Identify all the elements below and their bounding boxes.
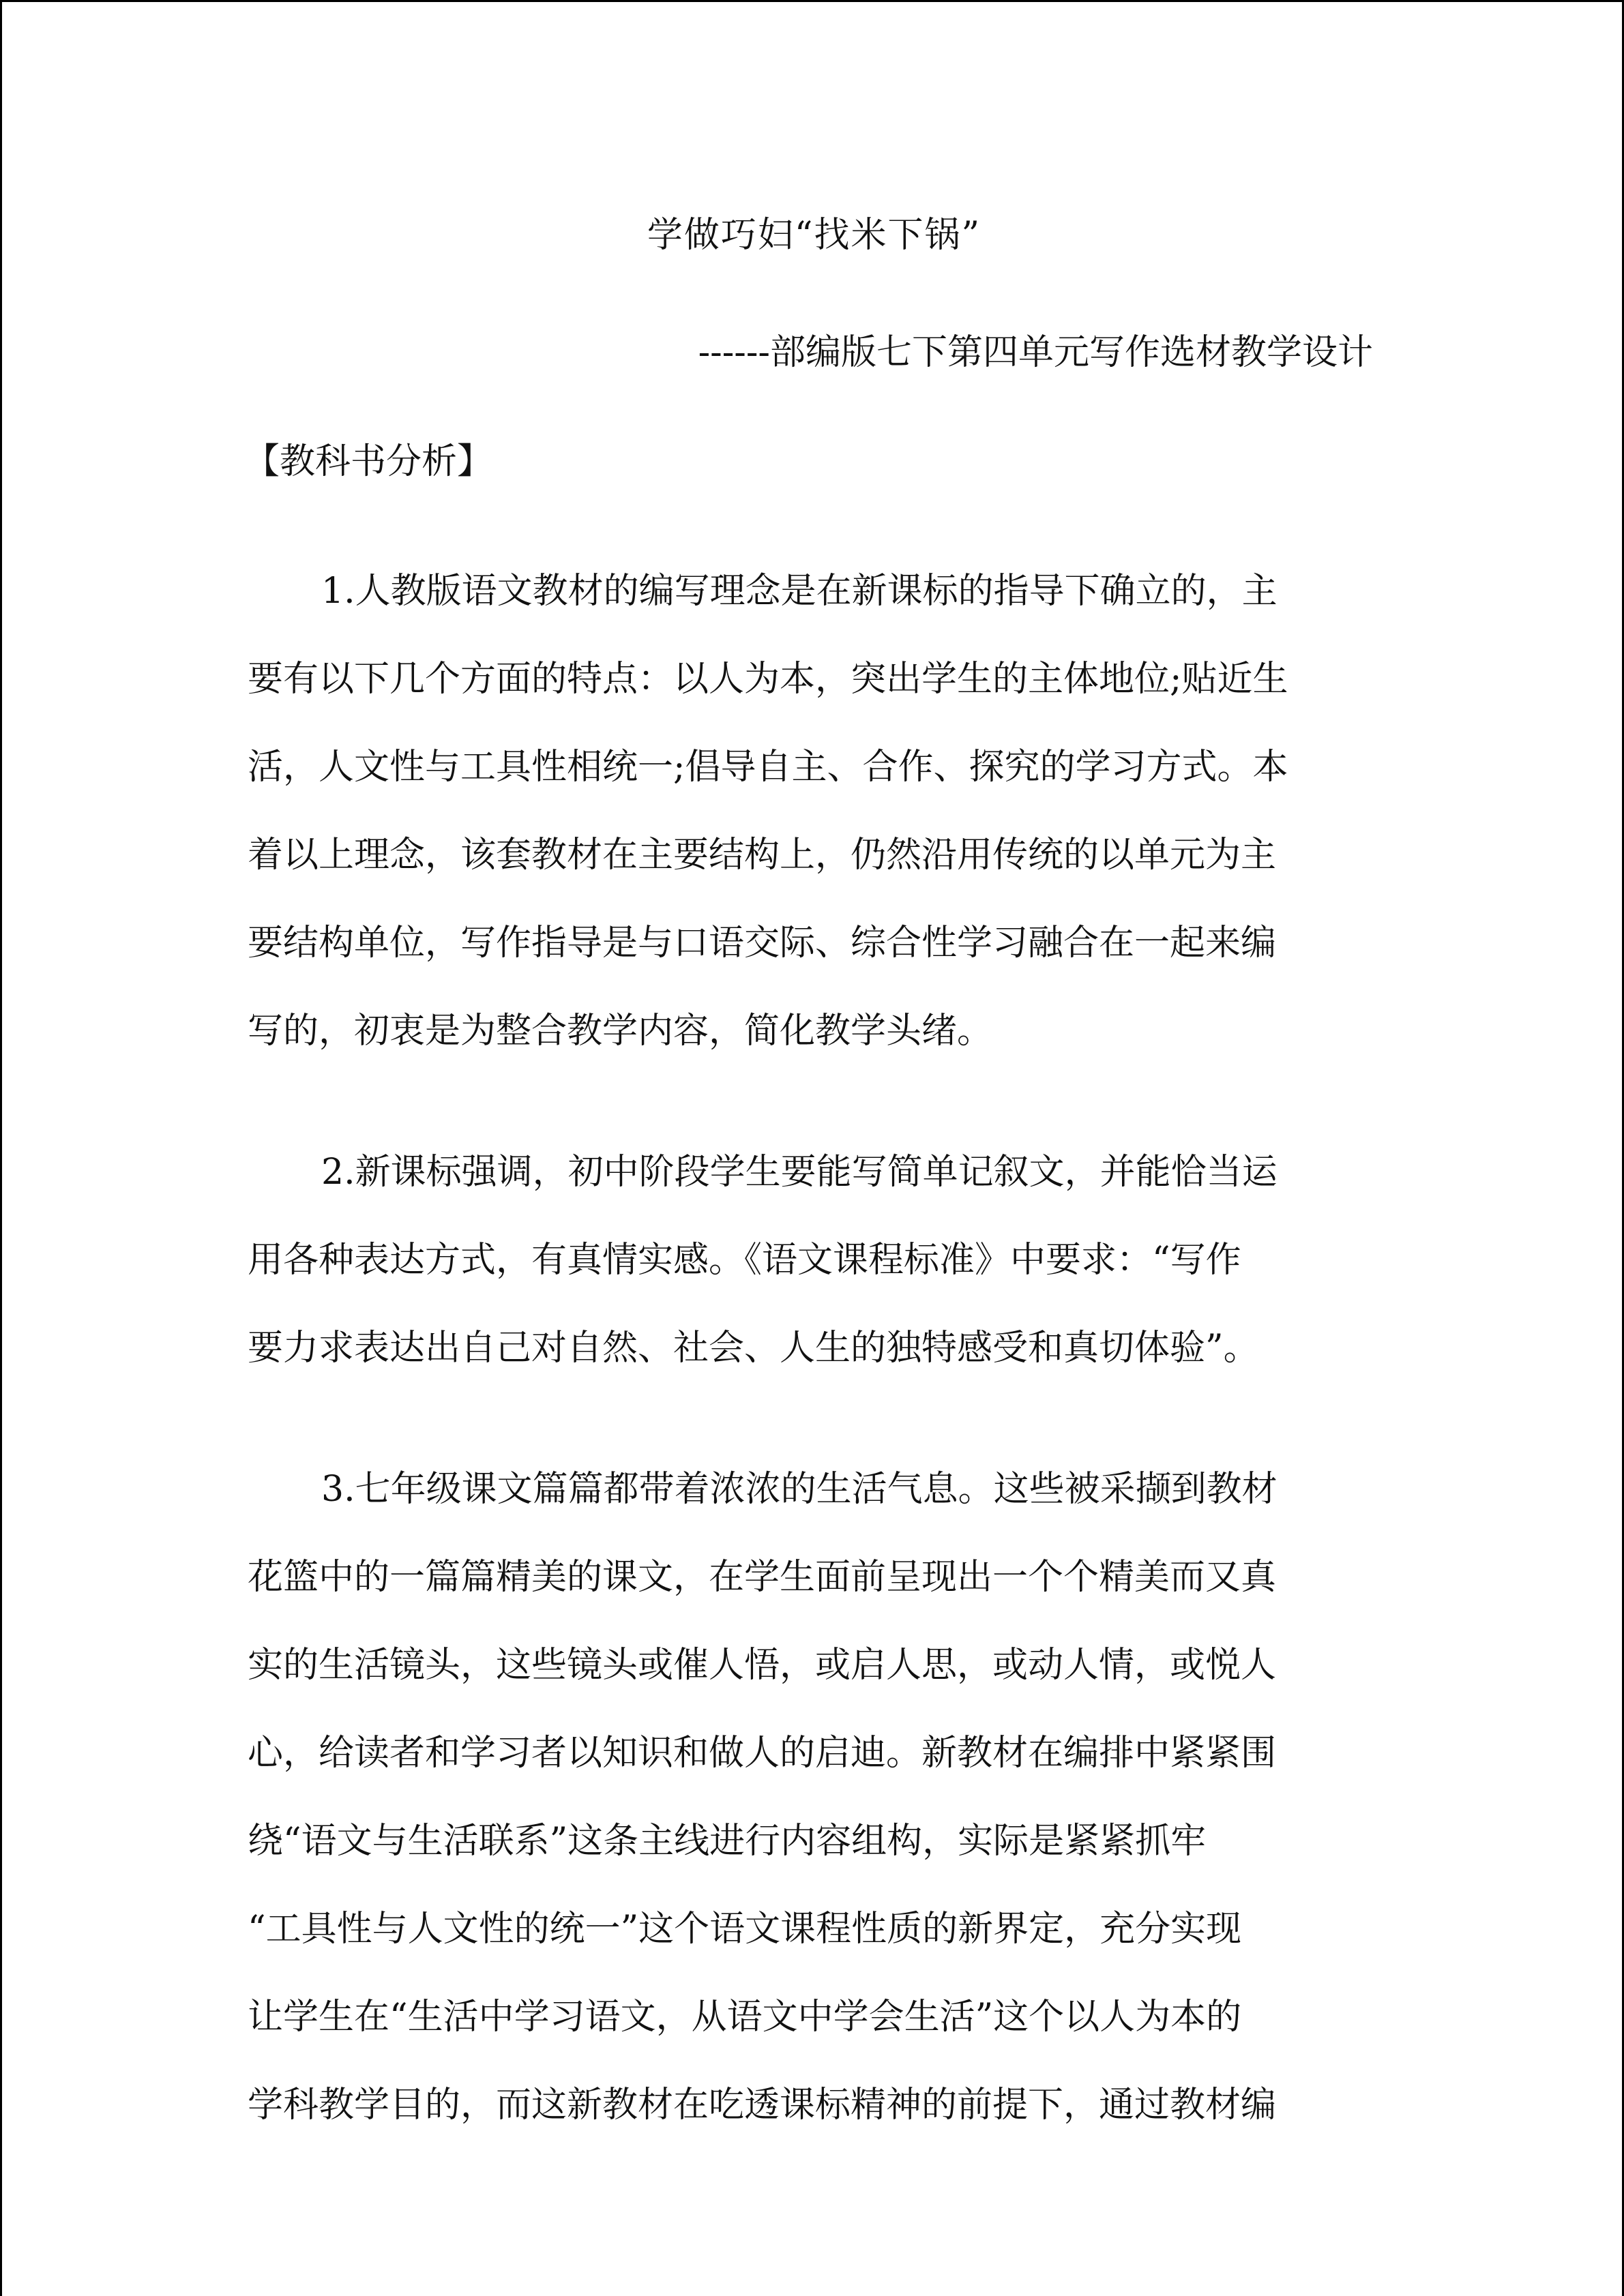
paragraph-3: [248, 1446, 1380, 2149]
paragraph-line: 着以上理念，该套教材在主要结构上，仍然沿用传统的以单元为主: [248, 835, 1277, 876]
paragraph-line: 实的生活镜头，这些镜头或催人悟，或启人思，或动人情，或悦人: [248, 1645, 1277, 1686]
paragraph-line: 心，给读者和学习者以知识和做人的启迪。新教材在编排中紧紧围: [248, 1733, 1277, 1774]
paragraph-line: “工具性与人文性的统一”这个语文课程性质的新界定，充分实现: [248, 1909, 1242, 1950]
paragraph-2: [248, 1129, 1380, 1392]
paragraph-line: 要力求表达出自己对自然、社会、人生的独特感受和真切体验”。: [248, 1328, 1259, 1369]
paragraph-line: 1.人教版语文教材的编写理念是在新课标的指导下确立的，主: [321, 571, 1278, 612]
paragraph-line: 3.七年级课文篇篇都带着浓浓的生活气息。这些被采撷到教材: [321, 1469, 1278, 1510]
paragraph-line: 要结构单位，写作指导是与口语交际、综合性学习融合在一起来编: [248, 923, 1277, 964]
paragraph-line: 写的，初衷是为整合教学内容，简化教学头绪。: [248, 1011, 993, 1052]
section-heading: 【教科书分析】: [244, 441, 493, 482]
document-title: 学做巧妇“找米下锅”: [647, 215, 981, 256]
paragraph-line: 2.新课标强调，初中阶段学生要能写简单记叙文，并能恰当运: [321, 1152, 1278, 1193]
paragraph-line: 绕“语文与生活联系”这条主线进行内容组构，实际是紧紧抓牢: [248, 1821, 1207, 1862]
paragraph-line: 学科教学目的，而这新教材在吃透课标精神的前提下，通过教材编: [248, 2085, 1277, 2126]
paragraph-1: [248, 548, 1380, 1075]
paragraph-line: 花篮中的一篇篇精美的课文，在学生面前呈现出一个个精美而又真: [248, 1557, 1277, 1598]
paragraph-line: 活，人文性与工具性相统一;倡导自主、合作、探究的学习方式。本: [248, 747, 1288, 788]
document-body: [248, 548, 1380, 2203]
paragraph-line: 让学生在“生活中学习语文，从语文中学会生活”这个以人为本的: [248, 1997, 1242, 2038]
paragraph-line: 要有以下几个方面的特点：以人为本，突出学生的主体地位;贴近生: [248, 659, 1288, 700]
paragraph-line: 用各种表达方式，有真情实感。《语文课程标准》中要求：“写作: [248, 1240, 1241, 1281]
document-subtitle: ------部编版七下第四单元写作选材教学设计: [698, 332, 1373, 373]
